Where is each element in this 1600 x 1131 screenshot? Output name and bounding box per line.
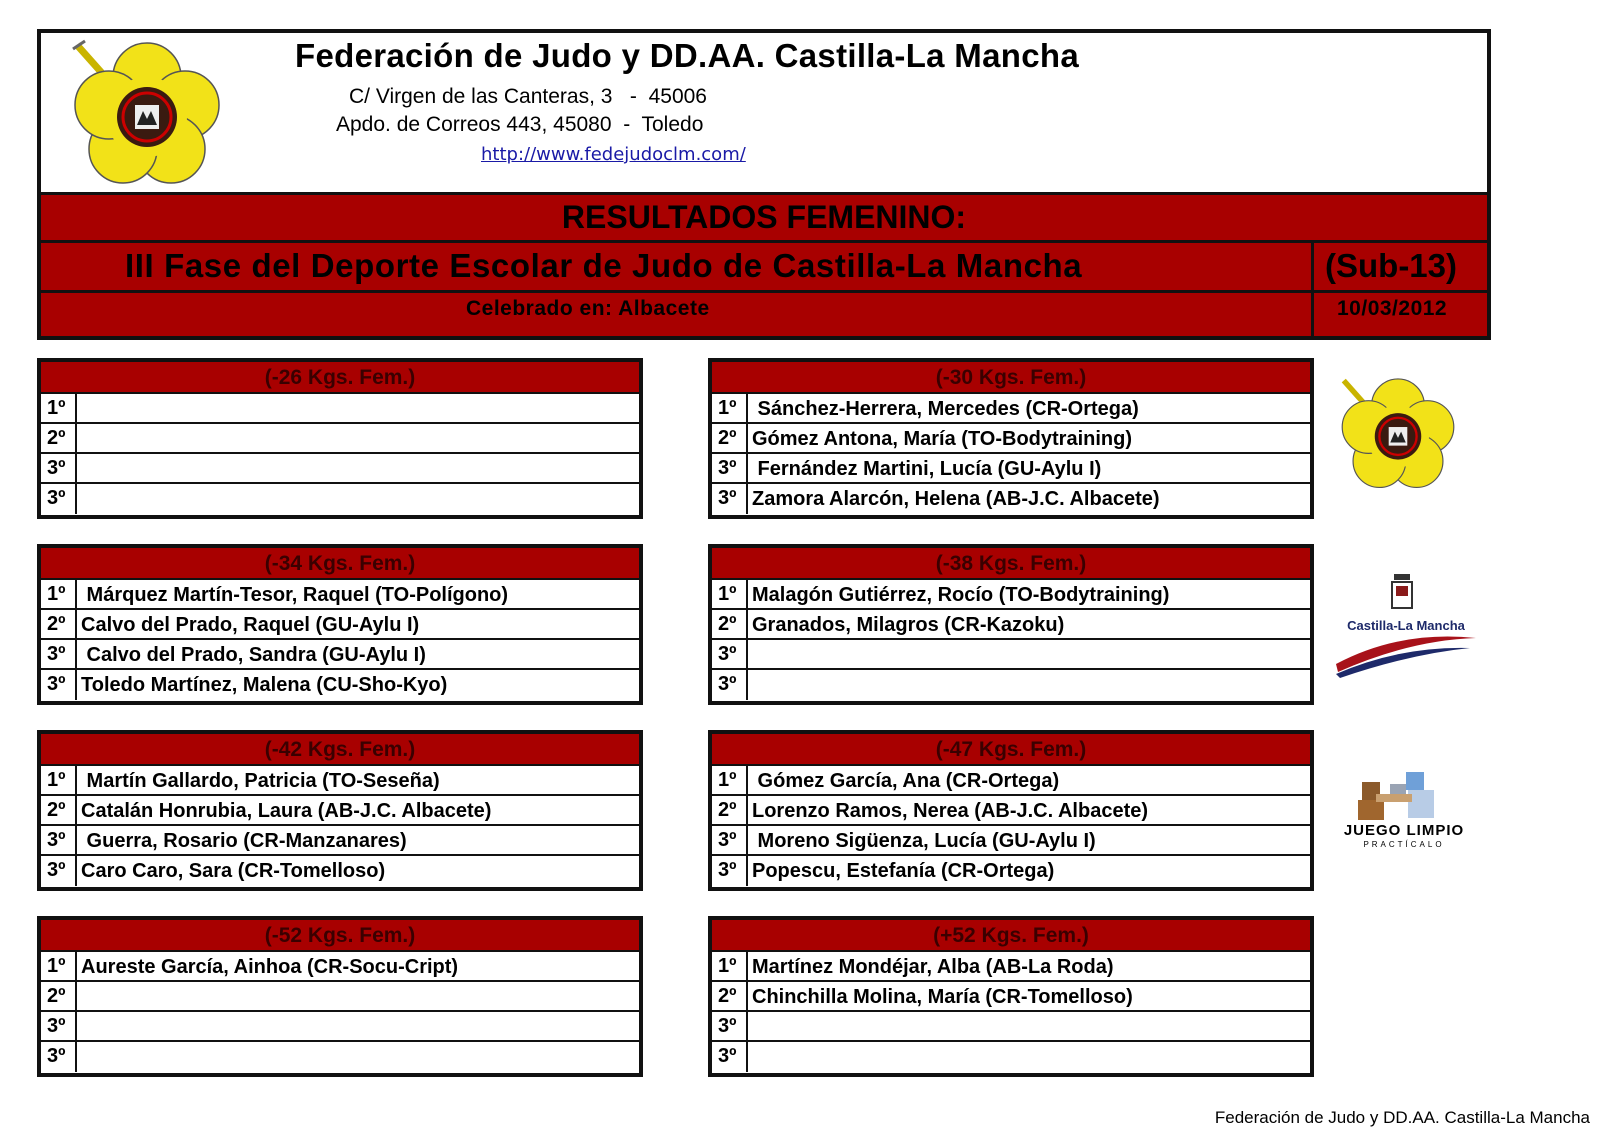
table-row (41, 484, 639, 514)
position: 3º (712, 1012, 748, 1040)
juego-limpio-text: JUEGO LIMPIO (1343, 822, 1465, 839)
athlete-name (77, 1042, 639, 1072)
athlete-name (748, 670, 1310, 700)
athlete-name (748, 1012, 1310, 1040)
category-title: (-42 Kgs. Fem.) (41, 734, 639, 766)
category-table-minus34 (37, 544, 643, 705)
event-title: III Fase del Deporte Escolar de Judo de Castilla-La Mancha (125, 247, 1083, 284)
position: 3º (41, 454, 77, 482)
table-row (712, 424, 1310, 454)
table-row (712, 580, 1310, 610)
athlete-name: Lorenzo Ramos, Nerea (AB-J.C. Albacete) (752, 800, 1149, 822)
athlete-name: Guerra, Rosario (CR-Manzanares) (81, 830, 407, 852)
category-title: (-26 Kgs. Fem.) (41, 362, 639, 394)
federation-emblem-icon (1336, 372, 1460, 496)
table-row (41, 640, 639, 670)
juego-limpio-logo-icon (1334, 764, 1474, 860)
athlete-name (748, 640, 1310, 668)
position: 2º (41, 610, 77, 638)
address-line-2: Apdo. de Correos 443, 45080 - Toledo (336, 113, 704, 136)
table-row (41, 796, 639, 826)
castilla-la-mancha-logo-icon (1330, 568, 1482, 682)
category-table-minus26 (37, 358, 643, 519)
table-row (41, 394, 639, 424)
table-row (712, 670, 1310, 700)
athlete-name (748, 1042, 1310, 1072)
event-title-band (41, 243, 1487, 293)
athlete-name: Caro Caro, Sara (CR-Tomelloso) (81, 860, 386, 882)
athlete-name: Gómez Antona, María (TO-Bodytraining) (752, 428, 1133, 450)
table-row (41, 766, 639, 796)
table-row (41, 952, 639, 982)
table-row (41, 454, 639, 484)
position: 2º (41, 796, 77, 824)
athlete-name (77, 982, 639, 1010)
position: 3º (41, 1042, 77, 1072)
athlete-name: Sánchez-Herrera, Mercedes (CR-Ortega) (752, 398, 1139, 420)
table-row (41, 424, 639, 454)
results-title-band (41, 195, 1487, 243)
position: 3º (712, 640, 748, 668)
category-table-plus52 (708, 916, 1314, 1077)
table-row (712, 826, 1310, 856)
position: 2º (712, 610, 748, 638)
athlete-name: Popescu, Estefanía (CR-Ortega) (752, 860, 1055, 882)
table-row (712, 952, 1310, 982)
position: 1º (41, 766, 77, 794)
table-row (41, 580, 639, 610)
athlete-name: Martínez Mondéjar, Alba (AB-La Roda) (752, 956, 1114, 978)
position: 2º (41, 424, 77, 452)
position: 3º (41, 670, 77, 700)
position: 1º (41, 394, 77, 422)
category-title: (-52 Kgs. Fem.) (41, 920, 639, 952)
athlete-name: Toledo Martínez, Malena (CU-Sho-Kyo) (81, 674, 448, 696)
event-location: Celebrado en: Albacete (466, 297, 710, 320)
header-info (41, 33, 1487, 195)
category-table-minus47 (708, 730, 1314, 891)
category-table-minus52 (37, 916, 643, 1077)
athlete-name: Chinchilla Molina, María (CR-Tomelloso) (752, 986, 1133, 1008)
athlete-name: Fernández Martini, Lucía (GU-Aylu I) (752, 458, 1102, 480)
table-row (712, 796, 1310, 826)
position: 3º (712, 484, 748, 514)
position: 2º (712, 796, 748, 824)
juego-limpio-figures (1334, 764, 1474, 824)
position: 1º (712, 580, 748, 608)
athlete-name: Zamora Alarcón, Helena (AB-J.C. Albacete) (752, 488, 1160, 510)
table-row (41, 670, 639, 700)
athlete-name: Moreno Sigüenza, Lucía (GU-Aylu I) (752, 830, 1096, 852)
table-row (712, 610, 1310, 640)
category-title: (-47 Kgs. Fem.) (712, 734, 1310, 766)
table-row (712, 394, 1310, 424)
federation-emblem-icon (67, 39, 227, 189)
footer-text: Federación de Judo y DD.AA. Castilla-La Mancha (1214, 1108, 1590, 1127)
athlete-name: Martín Gallardo, Patricia (TO-Seseña) (81, 770, 440, 792)
juego-limpio-subtext: PRACTÍCALO (1363, 840, 1445, 849)
table-row (712, 982, 1310, 1012)
athlete-name: Catalán Honrubia, Laura (AB-J.C. Albacete) (81, 800, 492, 822)
header-box (37, 29, 1491, 340)
athlete-name: Granados, Milagros (CR-Kazoku) (752, 614, 1065, 636)
athlete-name (77, 424, 639, 452)
position: 3º (712, 454, 748, 482)
position: 3º (712, 670, 748, 700)
position: 3º (712, 826, 748, 854)
table-row (41, 982, 639, 1012)
table-row (712, 484, 1310, 514)
table-row (712, 640, 1310, 670)
table-row (41, 856, 639, 886)
position: 1º (712, 766, 748, 794)
address-line-1: C/ Virgen de las Canteras, 3 - 45006 (349, 85, 707, 108)
table-row (41, 826, 639, 856)
category-title: (-30 Kgs. Fem.) (712, 362, 1310, 394)
athlete-name: Malagón Gutiérrez, Rocío (TO-Bodytraining) (752, 584, 1170, 606)
position: 1º (41, 952, 77, 980)
results-title: RESULTADOS FEMENINO: (561, 199, 967, 235)
category-title: (+52 Kgs. Fem.) (712, 920, 1310, 952)
position: 2º (712, 424, 748, 452)
position: 3º (712, 856, 748, 886)
table-row (712, 454, 1310, 484)
website-link[interactable]: http://www.fedejudoclm.com/ (481, 144, 746, 165)
position: 2º (712, 982, 748, 1010)
position: 3º (41, 1012, 77, 1040)
athlete-name: Aureste García, Ainhoa (CR-Socu-Cript) (81, 956, 459, 978)
athlete-name (77, 1012, 639, 1040)
table-row (712, 1042, 1310, 1072)
athlete-name: Calvo del Prado, Sandra (GU-Aylu I) (81, 644, 426, 666)
position: 1º (712, 952, 748, 980)
athlete-name (77, 394, 639, 422)
table-row (712, 1012, 1310, 1042)
federation-title: Federación de Judo y DD.AA. Castilla-La Mancha (295, 37, 1079, 74)
position: 3º (712, 1042, 748, 1072)
category-table-minus38 (708, 544, 1314, 705)
table-row (712, 856, 1310, 886)
athlete-name (77, 484, 639, 514)
position: 3º (41, 640, 77, 668)
position: 3º (41, 826, 77, 854)
category-table-minus30 (708, 358, 1314, 519)
athlete-name: Gómez García, Ana (CR-Ortega) (752, 770, 1060, 792)
position: 1º (41, 580, 77, 608)
location-band (41, 293, 1487, 336)
athlete-name (77, 454, 639, 482)
category-table-minus42 (37, 730, 643, 891)
table-row (41, 1012, 639, 1042)
castilla-la-mancha-logo-text: Castilla-La Mancha (1347, 618, 1465, 633)
athlete-name: Calvo del Prado, Raquel (GU-Aylu I) (81, 614, 420, 636)
event-date: 10/03/2012 (1337, 297, 1448, 320)
category-title: (-34 Kgs. Fem.) (41, 548, 639, 580)
age-category: (Sub-13) (1325, 247, 1457, 284)
position: 2º (41, 982, 77, 1010)
athlete-name: Márquez Martín-Tesor, Raquel (TO-Polígono) (81, 584, 509, 606)
position: 1º (712, 394, 748, 422)
table-row (41, 1042, 639, 1072)
header-divider (1311, 243, 1314, 336)
table-row (712, 766, 1310, 796)
table-row (41, 610, 639, 640)
category-title: (-38 Kgs. Fem.) (712, 548, 1310, 580)
position: 3º (41, 484, 77, 514)
position: 3º (41, 856, 77, 886)
